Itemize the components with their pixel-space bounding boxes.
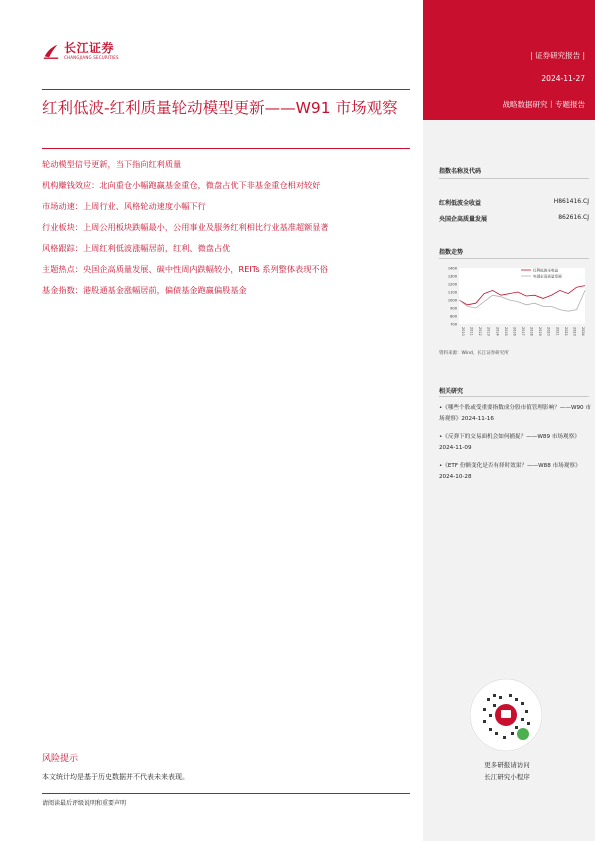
x-tick-label: 2013 <box>486 327 491 336</box>
x-tick-label: 2024 <box>581 327 585 336</box>
related-research-link[interactable]: •《ETF 份额变化是否有择时效果？——W88 市场观察》2024-10-28 <box>439 463 581 480</box>
index-row <box>439 198 589 207</box>
x-tick-label: 2011 <box>469 327 474 336</box>
footer-divider <box>42 793 410 794</box>
index-section-title: 指数名称及代码 <box>439 168 482 175</box>
chart-source: 资料来源：Wind，长江证券研究所 <box>439 351 509 356</box>
trend-chart-svg <box>439 264 589 344</box>
x-tick-label: 2016 <box>512 327 517 336</box>
y-tick-label: 1200 <box>447 282 457 287</box>
report-category: 战略数据研究丨专题报告 <box>502 100 585 109</box>
trend-section-title: 指数走势 <box>439 249 464 256</box>
legend-label: 央国企高质量发展 <box>533 274 562 279</box>
legend-label: 红利低波全收益 <box>533 268 559 273</box>
qr-code-icon <box>469 678 543 752</box>
y-tick-label: 1100 <box>447 290 457 295</box>
x-tick-label: 2023 <box>572 327 577 336</box>
brand-name-en: CHANGJIANG SECURITIES <box>64 55 119 60</box>
research-section-title: 相关研究 <box>439 388 464 395</box>
brand-logo <box>42 40 119 62</box>
sidebar <box>423 0 595 841</box>
x-tick-label: 2020 <box>546 327 551 336</box>
y-tick-label: 1400 <box>447 266 457 271</box>
index-name: 央国企高质量发展 <box>439 216 488 223</box>
mini-program-qr-code[interactable] <box>469 678 543 752</box>
y-tick-label: 800 <box>450 314 457 319</box>
summary-item: 风格跟踪：上周红利低波涨幅居前，红利、微盘占优 <box>42 244 231 253</box>
index-trend-chart <box>439 264 589 344</box>
index-name: 红利低波全收益 <box>439 200 482 207</box>
risk-heading: 风险提示 <box>42 754 79 764</box>
index-code: 862616.CJ <box>558 214 589 221</box>
report-type-tag: | 证券研究报告 | <box>530 51 585 60</box>
x-tick-label: 2021 <box>555 327 560 336</box>
x-tick-label: 2010 <box>461 327 465 336</box>
related-research-link[interactable]: •《反弹下的交易面机会如何捕捉？——W89 市场观察》2024-11-09 <box>439 434 580 451</box>
summary-item: 基金指数：港股通基金涨幅居前，偏债基金跑赢偏股基金 <box>42 286 247 295</box>
summary-item: 主题热点：央国企高质量发展、碳中性周内跌幅较小，REITs 系列整体表现不俗 <box>42 265 328 274</box>
related-research-link[interactable]: •《哪些个股或受重要指数成分股市值管理影响？——W90 市场观察》2024-11-16 <box>439 405 591 422</box>
sidebar-header <box>423 0 595 120</box>
index-code: H861416.CJ <box>553 198 589 205</box>
y-tick-label: 1000 <box>447 298 457 303</box>
brand-mark-icon <box>42 42 60 60</box>
disclaimer-text: 请阅读最后评级说明和重要声明 <box>42 800 127 807</box>
x-tick-label: 2018 <box>529 327 534 336</box>
risk-text: 本文统计均是基于历史数据并不代表未来表现。 <box>42 773 189 781</box>
index-row <box>439 214 589 223</box>
x-tick-label: 2015 <box>503 327 508 336</box>
x-tick-label: 2017 <box>521 327 525 336</box>
index-section-divider <box>439 178 589 179</box>
x-tick-label: 2012 <box>478 327 483 336</box>
y-tick-label: 700 <box>450 322 457 327</box>
qr-caption: 长江研究小程序 <box>484 773 530 781</box>
qr-caption: 更多研报请访问 <box>484 761 530 769</box>
y-tick-label: 900 <box>450 306 457 311</box>
x-tick-label: 2019 <box>538 327 543 336</box>
report-title: 红利低波-红利质量轮动模型更新——W91 市场观察 <box>42 99 398 117</box>
brand-name: 长江证券 <box>64 41 115 55</box>
x-tick-label: 2022 <box>563 327 568 336</box>
summary-item: 轮动模型信号更新，当下指向红利质量 <box>42 160 182 169</box>
report-date: 2024-11-27 <box>541 74 585 83</box>
research-section-divider <box>439 396 589 397</box>
header-divider <box>42 89 410 90</box>
summary-item: 行业板块：上周公用板块跌幅最小，公用事业及服务红利相比行业基准超额显著 <box>42 223 329 232</box>
x-tick-label: 2014 <box>495 327 500 336</box>
y-tick-label: 1300 <box>447 274 457 279</box>
title-divider <box>42 148 410 149</box>
summary-item: 市场动速：上周行业、风格轮动速度小幅下行 <box>42 202 206 211</box>
summary-item: 机构赚钱效应：北向重仓小幅跑赢基金重仓，微盘占优下非基金重仓相对较好 <box>42 181 321 190</box>
summary-list <box>42 160 412 307</box>
trend-section-divider <box>439 258 589 259</box>
